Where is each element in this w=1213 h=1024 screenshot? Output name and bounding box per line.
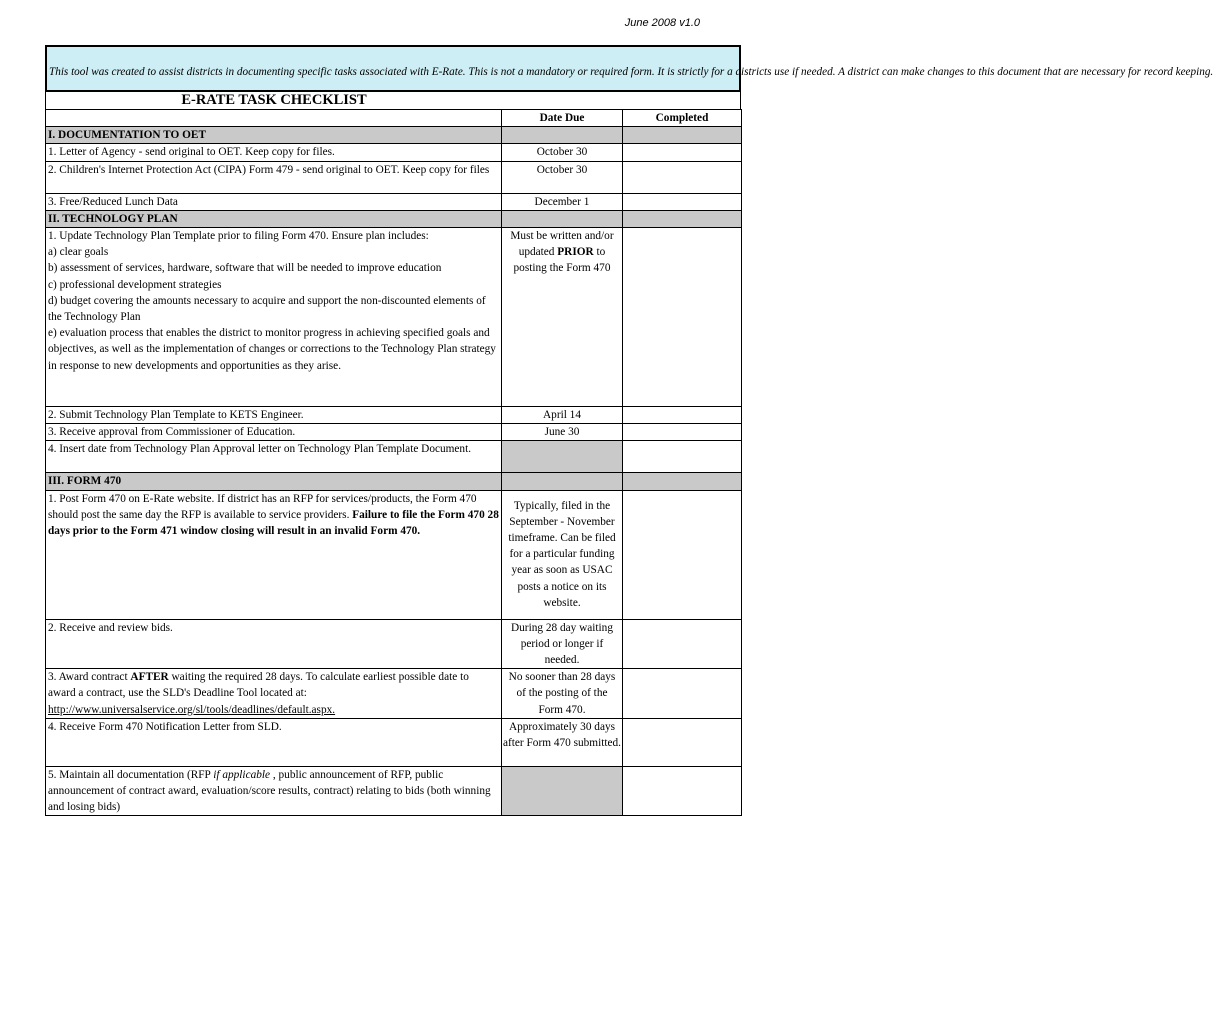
date-text: to posting the Form 470	[513, 246, 611, 275]
date-due-cell: October 30	[502, 161, 623, 193]
task-emphasis: AFTER	[130, 671, 169, 684]
section-header-row	[46, 473, 742, 490]
task-warning: Failure to file the Form 470 28 days prior to the Form 471 window closing will result in an invalid Form 470.	[48, 508, 499, 538]
section-heading: III. FORM 470	[46, 473, 502, 490]
section-header-row	[46, 127, 742, 144]
completed-cell[interactable]	[623, 424, 742, 441]
table-row	[46, 718, 742, 766]
task-column-header	[46, 110, 502, 127]
table-row	[46, 669, 742, 719]
date-due-cell: June 30	[502, 424, 623, 441]
date-due-cell: December 1	[502, 193, 623, 210]
intro-note: This tool was created to assist districts in documenting specific tasks associated with E-Rate. This is not a mandatory or required form. It is strictly for a districts use if needed. A district can make changes to this document that are necessary for record keeping.	[45, 45, 741, 92]
completed-header: Completed	[623, 110, 742, 127]
table-row	[46, 228, 742, 407]
section-heading: I. DOCUMENTATION TO OET	[46, 127, 502, 144]
date-due-cell: April 14	[502, 407, 623, 424]
task-cell: 2. Receive and review bids.	[46, 619, 502, 669]
table-row	[46, 766, 742, 816]
table-row	[46, 144, 742, 161]
completed-cell[interactable]	[623, 490, 742, 619]
section-heading: II. TECHNOLOGY PLAN	[46, 210, 502, 227]
checklist-sheet	[45, 45, 1213, 816]
task-cell: 2. Children's Internet Protection Act (CIPA) Form 479 - send original to OET. Keep copy for files	[46, 161, 502, 193]
completed-cell[interactable]	[623, 766, 742, 816]
completed-cell[interactable]	[623, 441, 742, 473]
date-due-cell	[502, 441, 623, 473]
date-due-cell	[502, 766, 623, 816]
completed-cell[interactable]	[623, 144, 742, 161]
date-emphasis: PRIOR	[557, 246, 594, 259]
table-row	[46, 424, 742, 441]
task-line: b) assessment of services, hardware, software that will be needed to improve education	[48, 262, 442, 275]
date-due-cell: Typically, filed in the September - November timeframe. Can be filed for a particular funding year as soon as USAC posts a notice on its website.	[502, 490, 623, 619]
task-cell: 4. Receive Form 470 Notification Letter from SLD.	[46, 718, 502, 766]
deadline-tool-link[interactable]: http://www.universalservice.org/sl/tools/deadlines/default.aspx.	[48, 703, 336, 716]
checklist-title-row	[45, 92, 741, 109]
table-row	[46, 441, 742, 473]
task-cell: 2. Submit Technology Plan Template to KETS Engineer.	[46, 407, 502, 424]
task-cell	[46, 669, 502, 719]
task-text: waiting the required 28 days. To calculate earliest possible date to award a contract, use the SLD's Deadline Tool located at:	[48, 671, 469, 700]
task-line: e) evaluation process that enables the district to monitor progress in achieving specified goals and objectives, as well as the implementation of changes or corrections to the Technology Plan strategy in response to new developments and opportunities as they arise.	[48, 327, 496, 372]
version-label: June 2008 v1.0	[624, 17, 700, 29]
table-row	[46, 490, 742, 619]
task-line: a) clear goals	[48, 246, 109, 259]
task-cell	[46, 490, 502, 619]
task-cell	[46, 228, 502, 407]
task-text: , public announcement of RFP, public announcement of contract award, evaluation/score results, contract) relating to bids (both winning and losing bids)	[48, 768, 491, 814]
date-due-cell: October 30	[502, 144, 623, 161]
table-row	[46, 407, 742, 424]
completed-cell[interactable]	[623, 407, 742, 424]
task-cell: 3. Receive approval from Commissioner of Education.	[46, 424, 502, 441]
completed-cell[interactable]	[623, 669, 742, 719]
date-due-cell: No sooner than 28 days of the posting of the Form 470.	[502, 669, 623, 719]
table-row	[46, 193, 742, 210]
task-table	[45, 109, 742, 816]
date-text: Must be written and/or updated	[510, 230, 614, 259]
section-header-row	[46, 210, 742, 227]
task-line: d) budget covering the amounts necessary to acquire and support the non-discounted elements of the Technology Plan	[48, 294, 486, 324]
task-cell: 3. Free/Reduced Lunch Data	[46, 193, 502, 210]
page-title: E-RATE TASK CHECKLIST	[181, 92, 367, 108]
task-text: 3. Award contract	[48, 671, 131, 684]
completed-cell[interactable]	[623, 228, 742, 407]
date-due-header: Date Due	[502, 110, 623, 127]
date-due-cell: Approximately 30 days after Form 470 submitted.	[502, 718, 623, 766]
column-header-row	[46, 110, 742, 127]
task-text: 5. Maintain all documentation (RFP	[48, 768, 214, 781]
task-cell: 1. Letter of Agency - send original to OET. Keep copy for files.	[46, 144, 502, 161]
date-due-cell: During 28 day waiting period or longer if needed.	[502, 619, 623, 669]
completed-cell[interactable]	[623, 161, 742, 193]
task-line: c) professional development strategies	[48, 278, 222, 291]
table-row	[46, 619, 742, 669]
task-text: 1. Post Form 470 on E-Rate website. If district has an RFP for services/products, the Form 470 should post the same day the RFP is available to service providers.	[48, 492, 477, 521]
task-italic: if applicable	[213, 768, 271, 781]
table-row	[46, 161, 742, 193]
task-line: 1. Update Technology Plan Template prior to filing Form 470. Ensure plan includes:	[48, 230, 429, 243]
task-cell	[46, 766, 502, 816]
completed-cell[interactable]	[623, 718, 742, 766]
completed-cell[interactable]	[623, 619, 742, 669]
task-cell: 4. Insert date from Technology Plan Approval letter on Technology Plan Template Document.	[46, 441, 502, 473]
completed-cell[interactable]	[623, 193, 742, 210]
date-due-cell	[502, 228, 623, 407]
